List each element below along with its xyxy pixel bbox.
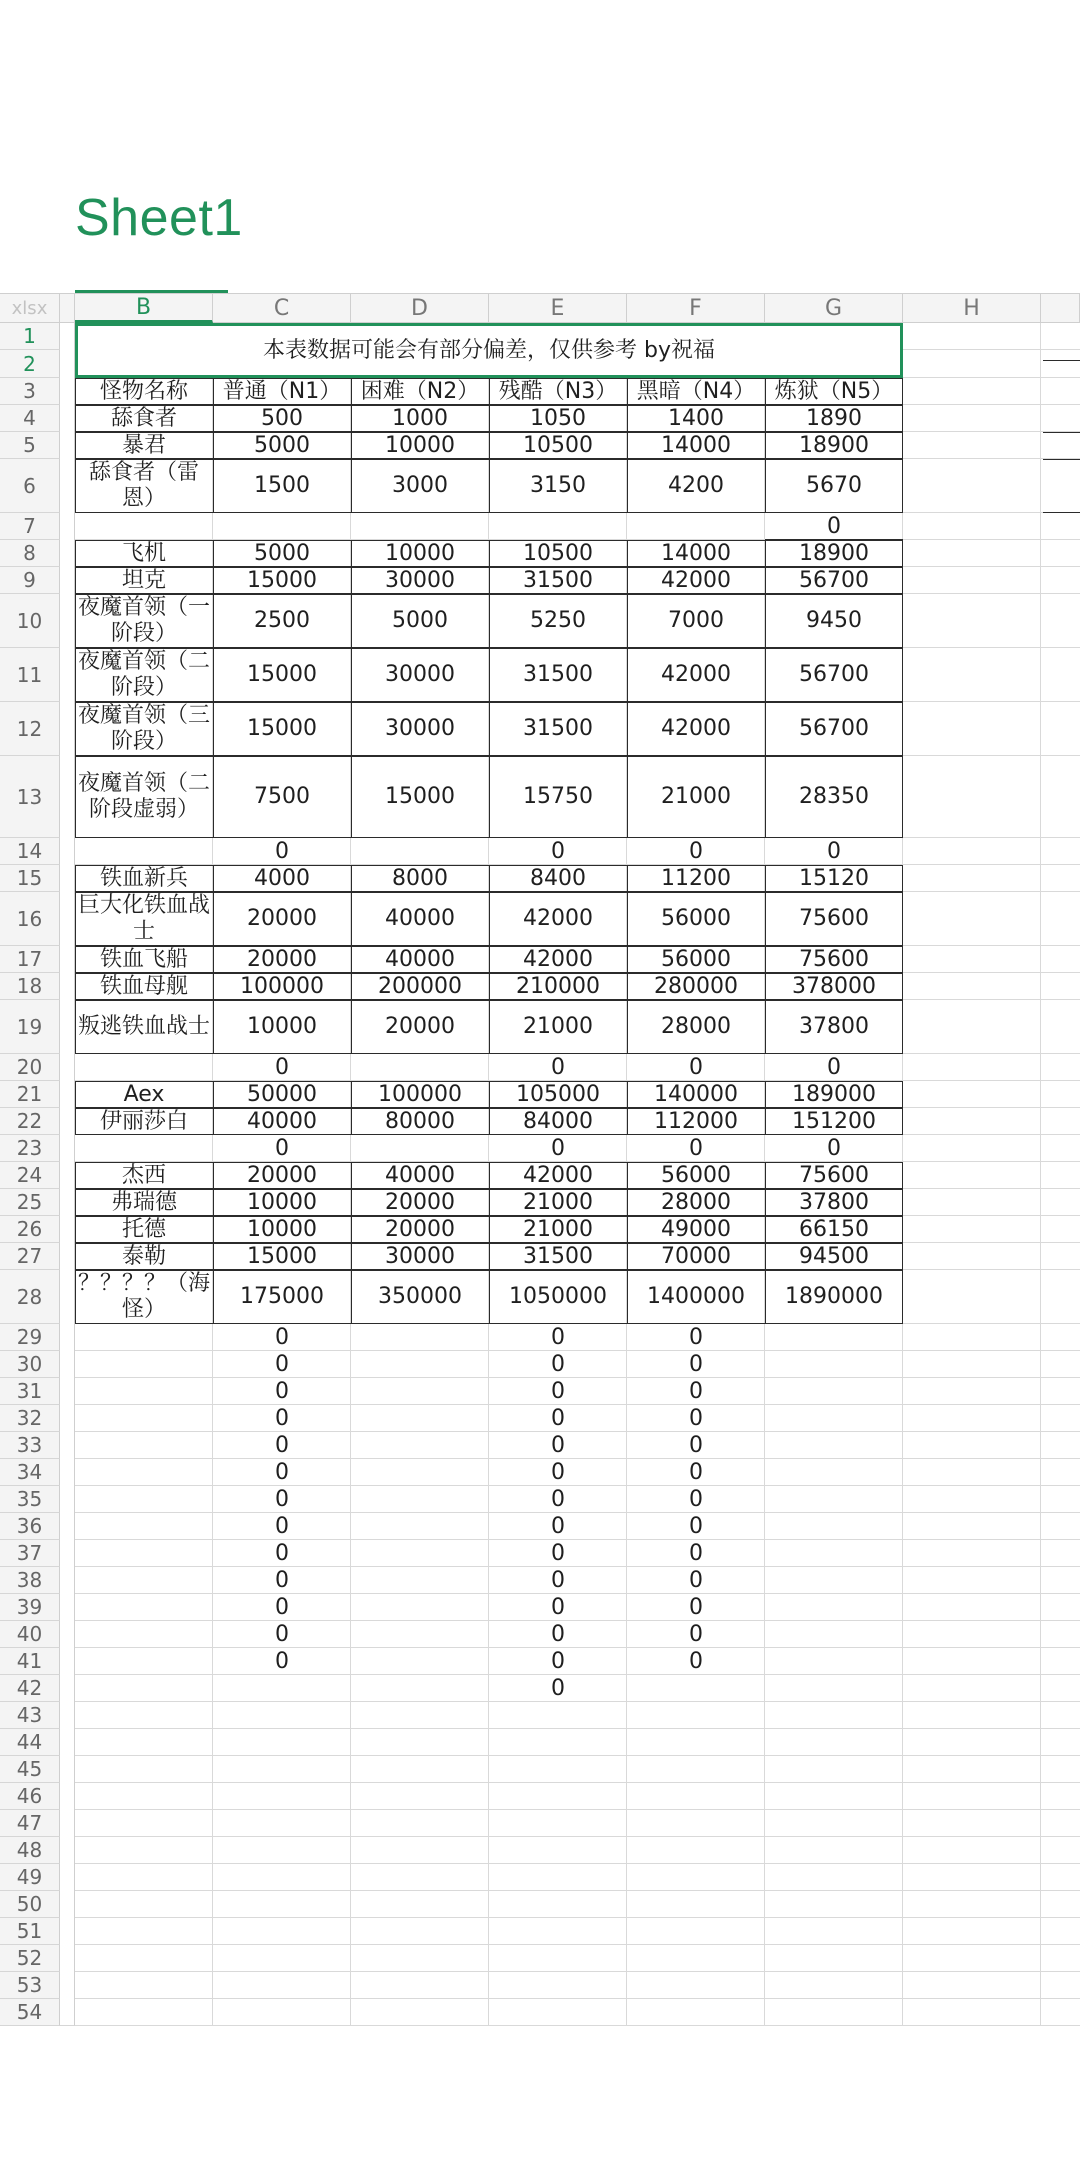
- value-cell[interactable]: 5000: [254, 540, 310, 566]
- row-header-32[interactable]: 32: [0, 1405, 60, 1432]
- value-cell[interactable]: 40000: [385, 946, 455, 972]
- row-header-41[interactable]: 41: [0, 1648, 60, 1675]
- value-cell[interactable]: 75600: [799, 1162, 869, 1188]
- value-cell[interactable]: 0: [275, 1567, 289, 1593]
- value-cell[interactable]: 15120: [799, 865, 869, 891]
- row-header-48[interactable]: 48: [0, 1837, 60, 1864]
- column-header-d[interactable]: D: [351, 293, 489, 323]
- value-cell[interactable]: 37800: [799, 1189, 869, 1215]
- row-header-30[interactable]: 30: [0, 1351, 60, 1378]
- value-cell[interactable]: 18900: [799, 540, 869, 566]
- row-gridline: [75, 1944, 1080, 1945]
- column-header-g[interactable]: G: [765, 293, 903, 323]
- value-cell[interactable]: 42000: [523, 946, 593, 972]
- row-gridline: [75, 1917, 1080, 1918]
- row-gridline: [75, 1971, 1080, 1972]
- row-gridline: [75, 1782, 1080, 1783]
- monster-name-cell[interactable]: 暴君: [121, 432, 166, 458]
- value-cell[interactable]: 0: [551, 1621, 565, 1647]
- value-cell[interactable]: 37800: [799, 1014, 869, 1039]
- value-cell[interactable]: 0: [689, 1594, 703, 1620]
- value-cell[interactable]: 0: [689, 1567, 703, 1593]
- value-cell[interactable]: 0: [551, 1432, 565, 1458]
- monster-name-cell[interactable]: 杰西: [121, 1162, 166, 1188]
- row-header-1[interactable]: 1: [0, 323, 60, 350]
- value-cell[interactable]: 100000: [378, 1081, 462, 1107]
- monster-name-cell[interactable]: 托德: [121, 1216, 166, 1242]
- value-cell[interactable]: 94500: [799, 1243, 869, 1269]
- value-cell[interactable]: 0: [551, 1513, 565, 1539]
- column-header-b[interactable]: B: [75, 293, 213, 323]
- value-cell[interactable]: 0: [689, 1621, 703, 1647]
- value-cell[interactable]: 15000: [385, 784, 455, 809]
- value-cell[interactable]: 0: [689, 838, 703, 864]
- row-header-40[interactable]: 40: [0, 1621, 60, 1648]
- value-cell[interactable]: 105000: [516, 1081, 600, 1107]
- value-cell[interactable]: 0: [689, 1459, 703, 1485]
- row-header-24[interactable]: 24: [0, 1162, 60, 1189]
- value-cell[interactable]: 0: [275, 1432, 289, 1458]
- row-header-18[interactable]: 18: [0, 973, 60, 1000]
- value-cell[interactable]: 0: [827, 1135, 841, 1161]
- value-cell[interactable]: 80000: [385, 1108, 455, 1134]
- value-cell[interactable]: 84000: [523, 1108, 593, 1134]
- monster-name-cell[interactable]: 夜魔首领（二阶段）: [78, 649, 211, 700]
- row-header-25[interactable]: 25: [0, 1189, 60, 1216]
- column-header-i[interactable]: [1041, 293, 1080, 323]
- row-header-23[interactable]: 23: [0, 1135, 60, 1162]
- row-header-20[interactable]: 20: [0, 1054, 60, 1081]
- monster-name-cell[interactable]: 弗瑞德: [110, 1189, 177, 1215]
- value-cell[interactable]: 30000: [385, 716, 455, 741]
- value-cell[interactable]: 0: [275, 1594, 289, 1620]
- row-header-52[interactable]: 52: [0, 1945, 60, 1972]
- value-cell[interactable]: 31500: [523, 567, 593, 593]
- value-cell[interactable]: 2500: [254, 608, 310, 633]
- value-cell[interactable]: 0: [551, 1540, 565, 1566]
- row-header-4[interactable]: 4: [0, 405, 60, 432]
- row-header-6[interactable]: 6: [0, 459, 60, 513]
- row-header-49[interactable]: 49: [0, 1864, 60, 1891]
- row-gridline: [75, 1836, 1080, 1837]
- value-cell[interactable]: 10500: [523, 432, 593, 458]
- value-cell[interactable]: 56000: [661, 946, 731, 972]
- row-header-34[interactable]: 34: [0, 1459, 60, 1486]
- value-cell[interactable]: 15000: [247, 662, 317, 687]
- value-cell[interactable]: 30000: [385, 662, 455, 687]
- value-cell[interactable]: 31500: [523, 662, 593, 687]
- value-cell[interactable]: 31500: [523, 716, 593, 741]
- value-cell[interactable]: 0: [275, 1621, 289, 1647]
- value-cell[interactable]: 1890: [806, 405, 862, 431]
- value-cell[interactable]: 4000: [254, 865, 310, 891]
- select-all-corner[interactable]: xlsx: [0, 293, 60, 323]
- row-gridline: [75, 1728, 1080, 1729]
- value-cell[interactable]: 5670: [806, 473, 862, 498]
- row-header-10[interactable]: 10: [0, 594, 60, 648]
- value-cell[interactable]: 10500: [523, 540, 593, 566]
- value-cell[interactable]: 10000: [247, 1216, 317, 1242]
- row-header-45[interactable]: 45: [0, 1756, 60, 1783]
- row-header-3[interactable]: 3: [0, 378, 60, 405]
- cell-border-stub: [1043, 512, 1080, 513]
- column-header-e[interactable]: E: [489, 293, 627, 323]
- row-header-8[interactable]: 8: [0, 540, 60, 567]
- cell-border-stub: [1043, 360, 1080, 361]
- value-cell[interactable]: 3000: [392, 473, 448, 498]
- value-cell[interactable]: 42000: [523, 906, 593, 931]
- value-cell[interactable]: 0: [275, 1135, 289, 1161]
- row-header-54[interactable]: 54: [0, 1999, 60, 2026]
- value-cell[interactable]: 56700: [799, 662, 869, 687]
- row-header-7[interactable]: 7: [0, 513, 60, 540]
- column-gridline: [1040, 323, 1041, 2026]
- row-header-42[interactable]: 42: [0, 1675, 60, 1702]
- row-header-14[interactable]: 14: [0, 838, 60, 865]
- value-cell[interactable]: 20000: [385, 1014, 455, 1039]
- title-merged-cell[interactable]: 本表数据可能会有部分偏差，仅供参考 by祝福: [75, 323, 903, 378]
- value-cell[interactable]: 21000: [523, 1216, 593, 1242]
- value-cell[interactable]: 30000: [385, 1243, 455, 1269]
- monster-name-cell[interactable]: 坦克: [121, 567, 166, 593]
- value-cell[interactable]: 3150: [530, 473, 586, 498]
- value-cell[interactable]: 56700: [799, 716, 869, 741]
- value-cell[interactable]: 20000: [247, 946, 317, 972]
- value-cell[interactable]: 8000: [392, 865, 448, 891]
- value-cell[interactable]: 炼狱（N5）: [774, 378, 894, 404]
- value-cell[interactable]: 20000: [385, 1216, 455, 1242]
- row-header-50[interactable]: 50: [0, 1891, 60, 1918]
- value-cell[interactable]: 0: [689, 1648, 703, 1674]
- value-cell[interactable]: 0: [551, 1675, 565, 1701]
- value-cell[interactable]: 50000: [247, 1081, 317, 1107]
- monster-name-cell[interactable]: 舔食者（雷恩）: [88, 460, 199, 511]
- value-cell[interactable]: 15000: [247, 567, 317, 593]
- value-cell[interactable]: 66150: [799, 1216, 869, 1242]
- value-cell[interactable]: 1500: [254, 473, 310, 498]
- value-cell[interactable]: 151200: [792, 1108, 876, 1134]
- value-cell[interactable]: 4200: [668, 473, 724, 498]
- value-cell[interactable]: 500: [261, 405, 303, 431]
- value-cell[interactable]: 56000: [661, 1162, 731, 1188]
- row-gridline: [75, 1890, 1080, 1891]
- row-header-17[interactable]: 17: [0, 946, 60, 973]
- row-header-36[interactable]: 36: [0, 1513, 60, 1540]
- row-gridline: [75, 1755, 1080, 1756]
- value-cell[interactable]: 10000: [247, 1189, 317, 1215]
- value-cell[interactable]: 7500: [254, 784, 310, 809]
- value-cell[interactable]: 0: [275, 1648, 289, 1674]
- column-header-f[interactable]: F: [627, 293, 765, 323]
- value-cell[interactable]: 黑暗（N4）: [636, 378, 756, 404]
- row-header-strip: [60, 323, 75, 2026]
- row-header-35[interactable]: 35: [0, 1486, 60, 1513]
- column-header-c[interactable]: C: [213, 293, 351, 323]
- row-header-9[interactable]: 9: [0, 567, 60, 594]
- value-cell[interactable]: 14000: [661, 432, 731, 458]
- value-cell[interactable]: 0: [275, 1378, 289, 1404]
- value-cell[interactable]: 5000: [254, 432, 310, 458]
- row-header-28[interactable]: 28: [0, 1270, 60, 1324]
- value-cell[interactable]: 21000: [523, 1014, 593, 1039]
- value-cell[interactable]: 56000: [661, 906, 731, 931]
- value-cell[interactable]: 200000: [378, 973, 462, 999]
- value-cell[interactable]: 0: [551, 1405, 565, 1431]
- value-cell[interactable]: 112000: [654, 1108, 738, 1134]
- value-cell[interactable]: 0: [551, 1567, 565, 1593]
- value-cell[interactable]: 0: [689, 1486, 703, 1512]
- value-cell[interactable]: 0: [275, 1513, 289, 1539]
- value-cell[interactable]: 42000: [523, 1162, 593, 1188]
- monster-name-cell[interactable]: 铁血飞船: [99, 946, 188, 972]
- value-cell[interactable]: 0: [275, 1540, 289, 1566]
- value-cell[interactable]: 9450: [806, 608, 862, 633]
- value-cell[interactable]: 28000: [661, 1189, 731, 1215]
- row-header-12[interactable]: 12: [0, 702, 60, 756]
- value-cell[interactable]: 0: [689, 1432, 703, 1458]
- monster-name-cell[interactable]: 铁血新兵: [99, 865, 188, 891]
- value-cell[interactable]: 0: [275, 1405, 289, 1431]
- value-cell[interactable]: 280000: [654, 973, 738, 999]
- row-header-13[interactable]: 13: [0, 756, 60, 838]
- row-header-2[interactable]: 2: [0, 350, 60, 378]
- value-cell[interactable]: 1050: [530, 405, 586, 431]
- value-cell[interactable]: 15750: [523, 784, 593, 809]
- sheet-tab-sheet1[interactable]: Sheet1: [75, 189, 243, 247]
- monster-name-cell[interactable]: 夜魔首领（二阶段虚弱）: [78, 771, 211, 822]
- row-header-43[interactable]: 43: [0, 1702, 60, 1729]
- value-cell[interactable]: 0: [689, 1513, 703, 1539]
- row-header-27[interactable]: 27: [0, 1243, 60, 1270]
- value-cell[interactable]: 21000: [661, 784, 731, 809]
- row-header-47[interactable]: 47: [0, 1810, 60, 1837]
- monster-name-cell[interactable]: 飞机: [121, 540, 166, 566]
- value-cell[interactable]: 10000: [385, 540, 455, 566]
- row-header-21[interactable]: 21: [0, 1081, 60, 1108]
- row-header-53[interactable]: 53: [0, 1972, 60, 1999]
- value-cell[interactable]: 普通（N1）: [222, 378, 342, 404]
- value-cell[interactable]: 0: [689, 1540, 703, 1566]
- value-cell[interactable]: 378000: [792, 973, 876, 999]
- value-cell[interactable]: 5000: [392, 608, 448, 633]
- value-cell[interactable]: 7000: [668, 608, 724, 633]
- value-cell[interactable]: 0: [689, 1351, 703, 1377]
- row-header-19[interactable]: 19: [0, 1000, 60, 1054]
- value-cell[interactable]: 1050000: [509, 1284, 607, 1309]
- value-cell[interactable]: 40000: [385, 1162, 455, 1188]
- row-header-33[interactable]: 33: [0, 1432, 60, 1459]
- value-cell[interactable]: 30000: [385, 567, 455, 593]
- monster-name-cell[interactable]: 泰勒: [121, 1243, 166, 1269]
- value-cell[interactable]: 20000: [385, 1189, 455, 1215]
- value-cell[interactable]: 1400000: [647, 1284, 745, 1309]
- row-gridline: [75, 1998, 1080, 1999]
- value-cell[interactable]: 31500: [523, 1243, 593, 1269]
- value-cell[interactable]: 0: [827, 513, 841, 539]
- value-cell[interactable]: 0: [275, 1351, 289, 1377]
- monster-name-cell[interactable]: 铁血母舰: [99, 973, 188, 999]
- value-cell[interactable]: 0: [551, 1486, 565, 1512]
- row-header-5[interactable]: 5: [0, 432, 60, 459]
- value-cell[interactable]: 75600: [799, 906, 869, 931]
- value-cell[interactable]: 0: [551, 1351, 565, 1377]
- value-cell[interactable]: 40000: [247, 1108, 317, 1134]
- value-cell[interactable]: 42000: [661, 567, 731, 593]
- value-cell[interactable]: 0: [689, 1378, 703, 1404]
- row-header-44[interactable]: 44: [0, 1729, 60, 1756]
- monster-name-cell[interactable]: 舔食者: [110, 405, 177, 431]
- row-gridline: [75, 1863, 1080, 1864]
- monster-name-cell[interactable]: ？？？？（海怪）: [78, 1271, 211, 1322]
- value-cell[interactable]: 8400: [530, 865, 586, 891]
- value-cell[interactable]: 70000: [661, 1243, 731, 1269]
- value-cell[interactable]: 1400: [668, 405, 724, 431]
- value-cell[interactable]: 5250: [530, 608, 586, 633]
- value-cell[interactable]: 14000: [661, 540, 731, 566]
- value-cell[interactable]: 28000: [661, 1014, 731, 1039]
- value-cell[interactable]: 100000: [240, 973, 324, 999]
- value-cell[interactable]: 210000: [516, 973, 600, 999]
- cell-border-stub: [1043, 459, 1080, 460]
- row-gridline: [75, 1809, 1080, 1810]
- value-cell[interactable]: 11200: [661, 865, 731, 891]
- value-cell[interactable]: 0: [827, 838, 841, 864]
- value-cell[interactable]: 42000: [661, 716, 731, 741]
- value-cell[interactable]: 28350: [799, 784, 869, 809]
- value-cell[interactable]: 0: [689, 1135, 703, 1161]
- value-cell[interactable]: 1000: [392, 405, 448, 431]
- row-header-51[interactable]: 51: [0, 1918, 60, 1945]
- value-cell[interactable]: 0: [689, 1324, 703, 1350]
- row-header-22[interactable]: 22: [0, 1108, 60, 1135]
- monster-name-cell[interactable]: 叛逃铁血战士: [78, 1014, 211, 1039]
- value-cell[interactable]: 0: [551, 1135, 565, 1161]
- value-cell[interactable]: 0: [551, 1594, 565, 1620]
- monster-name-cell[interactable]: 巨大化铁血战士: [78, 893, 211, 944]
- value-cell[interactable]: 0: [275, 1486, 289, 1512]
- value-cell[interactable]: 0: [827, 1054, 841, 1080]
- row-header-39[interactable]: 39: [0, 1594, 60, 1621]
- value-cell[interactable]: 75600: [799, 946, 869, 972]
- value-cell[interactable]: 49000: [661, 1216, 731, 1242]
- value-cell[interactable]: 困难（N2）: [360, 378, 480, 404]
- value-cell[interactable]: 0: [275, 1324, 289, 1350]
- monster-name-cell[interactable]: 怪物名称: [99, 378, 188, 404]
- value-cell[interactable]: 350000: [378, 1284, 462, 1309]
- value-cell[interactable]: 21000: [523, 1189, 593, 1215]
- value-cell[interactable]: 残酷（N3）: [498, 378, 618, 404]
- value-cell[interactable]: 40000: [385, 906, 455, 931]
- value-cell[interactable]: 15000: [247, 1243, 317, 1269]
- monster-name-cell[interactable]: 夜魔首领（一阶段）: [78, 595, 211, 646]
- monster-name-cell[interactable]: 夜魔首领（三阶段）: [78, 703, 211, 754]
- value-cell[interactable]: 0: [551, 1378, 565, 1404]
- row-header-29[interactable]: 29: [0, 1324, 60, 1351]
- value-cell[interactable]: 0: [275, 1054, 289, 1080]
- value-cell[interactable]: 1890000: [785, 1284, 883, 1309]
- value-cell[interactable]: 0: [551, 1648, 565, 1674]
- column-header-h[interactable]: H: [903, 293, 1041, 323]
- value-cell[interactable]: 0: [275, 838, 289, 864]
- value-cell[interactable]: 0: [689, 1054, 703, 1080]
- value-cell[interactable]: 10000: [247, 1014, 317, 1039]
- value-cell[interactable]: 189000: [792, 1081, 876, 1107]
- value-cell[interactable]: 0: [551, 1459, 565, 1485]
- value-cell[interactable]: 18900: [799, 432, 869, 458]
- value-cell[interactable]: 0: [551, 1324, 565, 1350]
- row-header-15[interactable]: 15: [0, 865, 60, 892]
- value-cell[interactable]: 15000: [247, 716, 317, 741]
- row-header-16[interactable]: 16: [0, 892, 60, 946]
- monster-name-cell[interactable]: Aex: [123, 1081, 165, 1107]
- value-cell[interactable]: 20000: [247, 1162, 317, 1188]
- value-cell[interactable]: 0: [551, 1054, 565, 1080]
- row-header-26[interactable]: 26: [0, 1216, 60, 1243]
- value-cell[interactable]: 0: [689, 1405, 703, 1431]
- value-cell[interactable]: 0: [551, 838, 565, 864]
- value-cell[interactable]: 56700: [799, 567, 869, 593]
- cell-border-stub: [1043, 432, 1080, 433]
- row-header-11[interactable]: 11: [0, 648, 60, 702]
- value-cell[interactable]: 10000: [385, 432, 455, 458]
- row-header-31[interactable]: 31: [0, 1378, 60, 1405]
- value-cell[interactable]: 140000: [654, 1081, 738, 1107]
- row-header-46[interactable]: 46: [0, 1783, 60, 1810]
- value-cell[interactable]: 0: [275, 1459, 289, 1485]
- row-header-37[interactable]: 37: [0, 1540, 60, 1567]
- column-header-a[interactable]: [60, 293, 75, 323]
- value-cell[interactable]: 175000: [240, 1284, 324, 1309]
- value-cell[interactable]: 20000: [247, 906, 317, 931]
- monster-name-cell[interactable]: 伊丽莎白: [99, 1108, 188, 1134]
- row-gridline: [75, 2025, 1080, 2026]
- row-header-38[interactable]: 38: [0, 1567, 60, 1594]
- value-cell[interactable]: 42000: [661, 662, 731, 687]
